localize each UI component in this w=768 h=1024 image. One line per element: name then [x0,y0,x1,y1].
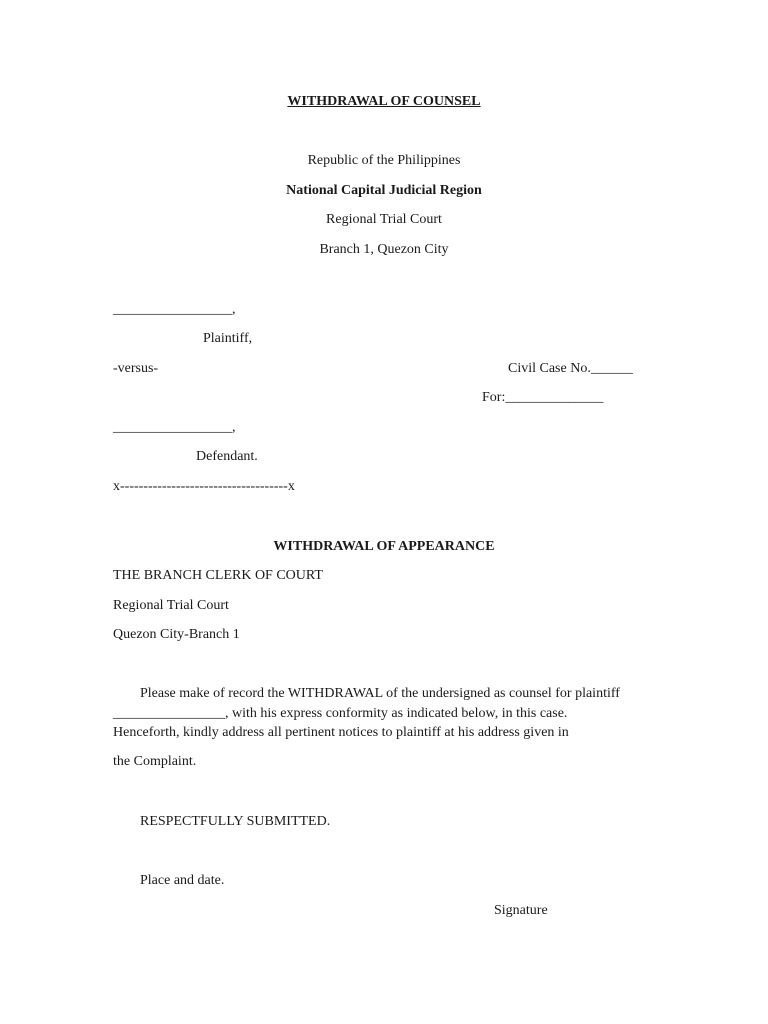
addressee-line-1: THE BRANCH CLERK OF COURT [113,568,323,583]
body-paragraph-line-1: Please make of record the WITHDRAWAL of the undersigned as counsel for plaintiff [140,686,620,701]
versus-label: -versus- [113,361,159,376]
body-paragraph-line-4: the Complaint. [113,754,197,769]
body-paragraph-line-2: ________________, with his express conformity as indicated below, in this case. [113,706,568,721]
addressee-line-3: Quezon City-Branch 1 [113,627,240,642]
caption-separator: x------------------------------------x [113,479,295,494]
document-title: WITHDRAWAL OF COUNSEL [287,94,481,109]
pleading-title: WITHDRAWAL OF APPEARANCE [273,539,495,554]
republic-line: Republic of the Philippines [307,153,461,168]
addressee-line-2: Regional Trial Court [113,598,229,613]
region-line: National Capital Judicial Region [286,183,482,198]
court-line: Regional Trial Court [326,212,442,227]
signature-label: Signature [494,903,548,918]
place-and-date: Place and date. [140,873,225,888]
plaintiff-blank: _________________, [113,302,236,317]
defendant-blank: _________________, [113,420,236,435]
civil-case-number: Civil Case No.______ [508,361,633,376]
plaintiff-label: Plaintiff, [203,331,253,346]
defendant-label: Defendant. [196,449,258,464]
for-line: For:______________ [482,390,604,405]
branch-line: Branch 1, Quezon City [319,242,449,257]
respectfully-submitted: RESPECTFULLY SUBMITTED. [140,814,331,829]
body-paragraph-line-3: Henceforth, kindly address all pertinent notices to plaintiff at his address given in [113,725,569,740]
